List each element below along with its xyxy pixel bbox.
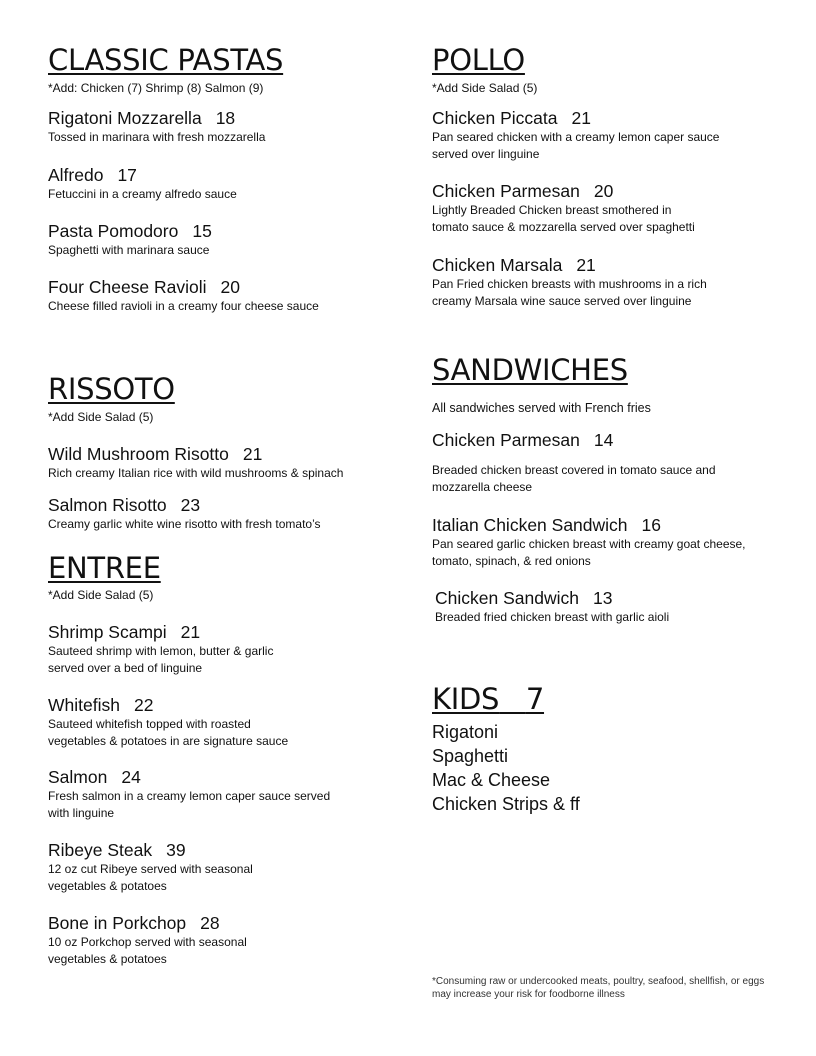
- item-name: Whitefish: [48, 695, 120, 715]
- item-name: Chicken Parmesan: [432, 430, 580, 450]
- kids-section: [432, 683, 732, 823]
- section-title: RISSOTO: [48, 372, 175, 406]
- section-title: CLASSIC PASTAS: [48, 43, 284, 77]
- item-price: 18: [215, 108, 236, 128]
- list-item: Spaghetti: [432, 746, 509, 766]
- menu-item: [48, 221, 388, 259]
- menu-item: [432, 181, 772, 235]
- menu-item: [48, 695, 388, 749]
- menu-item: [48, 913, 388, 967]
- item-price: 21: [242, 444, 263, 464]
- sandwich-note: All sandwiches served with French fries: [432, 401, 651, 415]
- kids-price: 7: [525, 682, 545, 716]
- item-description: Rich creamy Italian rice with wild mushrooms & spinach: [48, 466, 344, 480]
- classic-pastas-section: [48, 44, 398, 324]
- sandwiches-section: [432, 354, 782, 634]
- item-description: Fetuccini in a creamy alfredo sauce: [48, 187, 237, 201]
- item-description: Pan seared garlic chicken breast with creamy goat cheese, tomato, spinach, & red onions: [432, 537, 746, 568]
- item-description: 12 oz cut Ribeye served with seasonal vegetables & potatoes: [48, 862, 253, 893]
- item-price: 23: [180, 495, 201, 515]
- item-price: 20: [220, 277, 241, 297]
- item-price: 21: [576, 255, 596, 275]
- kids-list: [432, 720, 580, 816]
- item-name: Shrimp Scampi: [48, 622, 167, 642]
- item-name: Four Cheese Ravioli: [48, 277, 207, 297]
- menu-item: [432, 515, 762, 569]
- menu-item: [48, 108, 388, 146]
- item-price: 14: [593, 430, 614, 450]
- item-name: Italian Chicken Sandwich: [432, 515, 628, 535]
- item-description: Breaded chicken breast covered in tomato sauce and mozzarella cheese: [432, 463, 716, 494]
- item-description: Lightly Breaded Chicken breast smothered in tomato sauce & mozzarella served over spaghetti: [432, 203, 695, 234]
- menu-item: [48, 840, 388, 894]
- menu-item: [432, 430, 762, 495]
- item-name: Chicken Parmesan: [432, 181, 580, 201]
- item-name: Chicken Piccata: [432, 108, 558, 128]
- section-title: KIDS 7: [432, 682, 545, 716]
- item-name: Bone in Porkchop: [48, 913, 187, 933]
- item-price: 20: [593, 181, 614, 201]
- entree-section: [48, 552, 398, 972]
- section-title: SANDWICHES: [432, 353, 628, 387]
- item-name: Salmon: [48, 767, 108, 787]
- item-description: Breaded fried chicken breast with garlic aioli: [435, 610, 670, 624]
- food-safety-disclaimer: *Consuming raw or undercooked meats, poultry, seafood, shellfish, or eggs may increase your risk for foodborne illness: [432, 976, 765, 1000]
- item-description: Fresh salmon in a creamy lemon caper sauce served with linguine: [48, 789, 331, 820]
- item-name: Rigatoni Mozzarella: [48, 108, 202, 128]
- item-name: Ribeye Steak: [48, 840, 153, 860]
- list-item: Rigatoni: [432, 722, 499, 742]
- item-price: 13: [592, 588, 613, 608]
- item-name: Pasta Pomodoro: [48, 221, 179, 241]
- menu-item: [432, 108, 772, 162]
- item-description: Sauteed whitefish topped with roasted vegetables & potatoes in are signature sauce: [48, 717, 289, 748]
- menu-item: [48, 622, 388, 676]
- item-name: Chicken Sandwich: [435, 588, 579, 608]
- item-price: 21: [571, 108, 591, 128]
- item-description: Creamy garlic white wine risotto with fresh tomato’s: [48, 517, 321, 531]
- menu-item: [48, 767, 388, 821]
- item-description: 10 oz Porkchop served with seasonal vegetables & potatoes: [48, 935, 247, 966]
- item-description: Pan Fried chicken breasts with mushrooms in a rich creamy Marsala wine sauce served over linguine: [432, 277, 707, 308]
- add-on-note: *Add Side Salad (5): [48, 410, 154, 424]
- item-description: Pan seared chicken with a creamy lemon caper sauce served over linguine: [432, 130, 720, 161]
- item-price: 17: [117, 165, 137, 185]
- item-name: Salmon Risotto: [48, 495, 167, 515]
- item-price: 24: [121, 767, 141, 787]
- item-description: Sauteed shrimp with lemon, butter & garlic served over a bed of linguine: [48, 644, 274, 675]
- item-price: 21: [180, 622, 201, 642]
- rissoto-section: [48, 373, 398, 533]
- item-price: 22: [133, 695, 154, 715]
- item-price: 39: [166, 840, 186, 860]
- menu-item: [48, 444, 388, 482]
- section-title: POLLO: [432, 43, 525, 77]
- add-on-note: *Add: Chicken (7) Shrimp (8) Salmon (9): [48, 81, 264, 95]
- item-price: 16: [641, 515, 661, 535]
- list-item: Chicken Strips & ff: [432, 794, 580, 814]
- add-on-note: *Add Side Salad (5): [48, 588, 154, 602]
- menu-item: [432, 255, 772, 309]
- item-description: Cheese filled ravioli in a creamy four cheese sauce: [48, 299, 319, 313]
- pollo-section: [432, 44, 782, 314]
- item-description: Tossed in marinara with fresh mozzarella: [48, 130, 266, 144]
- item-price: 15: [192, 221, 212, 241]
- menu-item: [435, 588, 765, 626]
- list-item: Mac & Cheese: [432, 770, 551, 790]
- menu-item: [48, 277, 388, 315]
- item-name: Alfredo: [48, 165, 104, 185]
- item-description: Spaghetti with marinara sauce: [48, 243, 210, 257]
- item-name: Chicken Marsala: [432, 255, 563, 275]
- menu-item: [48, 165, 388, 203]
- item-name: Wild Mushroom Risotto: [48, 444, 229, 464]
- add-on-note: *Add Side Salad (5): [432, 81, 538, 95]
- menu-item: [48, 495, 388, 533]
- section-title: ENTREE: [48, 551, 161, 585]
- item-price: 28: [200, 913, 220, 933]
